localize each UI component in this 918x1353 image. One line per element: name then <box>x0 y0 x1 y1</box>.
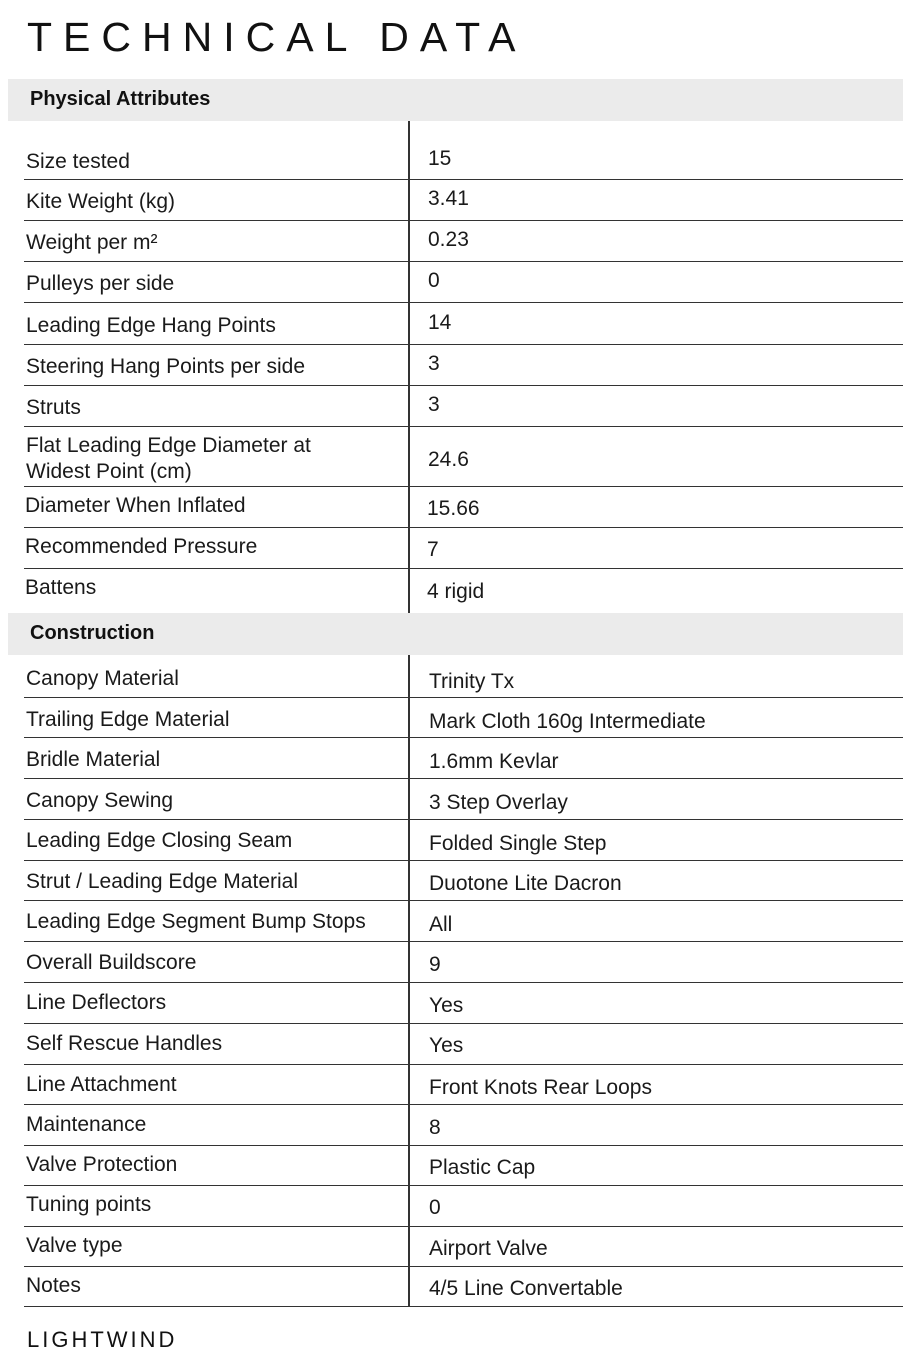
row-value: 14 <box>428 311 452 334</box>
row-label: Canopy Sewing <box>26 789 174 812</box>
row-value: 0.23 <box>428 228 469 251</box>
table-row <box>24 655 903 698</box>
row-label: Notes <box>26 1274 81 1297</box>
table-row <box>24 1105 903 1146</box>
row-label: Trailing Edge Material <box>26 708 230 731</box>
table-row <box>24 221 903 262</box>
footer-heading: LIGHTWIND <box>27 1327 178 1352</box>
row-label: Pulleys per side <box>26 272 175 295</box>
table-row <box>24 121 903 180</box>
row-value: Duotone Lite Dacron <box>429 872 622 895</box>
table-row <box>24 262 903 303</box>
table-row <box>24 528 903 569</box>
row-value: All <box>429 913 453 936</box>
row-value: Plastic Cap <box>429 1156 536 1179</box>
row-label: Valve Protection <box>26 1153 178 1176</box>
table-row <box>24 1024 903 1065</box>
table-row <box>24 180 903 221</box>
row-label: Leading Edge Closing Seam <box>26 829 293 852</box>
row-value: 24.6 <box>428 448 469 471</box>
table-row <box>24 861 903 901</box>
row-label: Overall Buildscore <box>26 951 197 974</box>
row-value: 7 <box>427 538 439 561</box>
row-label: Steering Hang Points per side <box>26 355 305 378</box>
row-label: Self Rescue Handles <box>26 1032 223 1055</box>
table-row <box>24 1267 903 1307</box>
row-label: Canopy Material <box>26 667 179 690</box>
row-label: Battens <box>25 576 97 599</box>
row-value: 4/5 Line Convertable <box>429 1277 623 1300</box>
row-value: 1.6mm Kevlar <box>429 750 559 773</box>
section-heading-construction: Construction <box>8 613 903 655</box>
table-row <box>24 569 903 613</box>
table-row <box>24 942 903 983</box>
table-row <box>24 1065 903 1105</box>
row-value: Trinity Tx <box>429 670 515 693</box>
row-label: Strut / Leading Edge Material <box>26 870 298 893</box>
row-value: 0 <box>428 269 440 292</box>
row-value: 3 <box>428 393 440 416</box>
page-title: TECHNICAL DATA <box>27 14 527 60</box>
row-value: 0 <box>429 1196 441 1219</box>
row-label: Line Attachment <box>26 1073 177 1096</box>
row-value: 8 <box>429 1116 441 1139</box>
row-label: Valve type <box>26 1234 123 1257</box>
row-value: 4 rigid <box>427 580 485 603</box>
row-label: Maintenance <box>26 1113 147 1136</box>
table-row <box>24 779 903 820</box>
row-value: Folded Single Step <box>429 832 607 855</box>
table-row <box>24 345 903 386</box>
row-label: Leading Edge Hang Points <box>26 314 276 337</box>
row-value: 9 <box>429 953 441 976</box>
row-label: Weight per m² <box>26 231 158 254</box>
table-row <box>24 983 903 1024</box>
table-row <box>24 1146 903 1186</box>
table-row <box>24 386 903 427</box>
row-value: Front Knots Rear Loops <box>429 1076 652 1099</box>
row-value: Yes <box>429 994 464 1017</box>
physical-attributes-table <box>24 121 903 613</box>
row-value: Mark Cloth 160g Intermediate <box>429 710 706 733</box>
table-row <box>24 303 903 345</box>
row-label: Recommended Pressure <box>25 535 258 558</box>
table-row <box>24 1186 903 1227</box>
table-row <box>24 698 903 738</box>
row-label: Leading Edge Segment Bump Stops <box>26 910 366 933</box>
row-value: 15 <box>428 147 452 170</box>
construction-table <box>24 655 903 1307</box>
row-label: Bridle Material <box>26 748 161 771</box>
row-label: Kite Weight (kg) <box>26 190 175 213</box>
row-value: 3.41 <box>428 187 469 210</box>
row-label: Struts <box>26 396 81 419</box>
row-label: Diameter When Inflated <box>25 494 246 517</box>
row-value: Airport Valve <box>429 1237 548 1260</box>
table-row <box>24 738 903 779</box>
row-label: Line Deflectors <box>26 991 167 1014</box>
section-heading-physical-attributes: Physical Attributes <box>8 79 903 121</box>
table-row <box>24 487 903 528</box>
table-row <box>24 901 903 942</box>
row-label: Size tested <box>26 150 130 173</box>
row-value: 15.66 <box>427 497 480 520</box>
table-row <box>24 820 903 861</box>
row-value: 3 <box>428 352 440 375</box>
row-label: Flat Leading Edge Diameter at Widest Point (cm) <box>26 434 311 483</box>
row-label: Tuning points <box>26 1193 152 1216</box>
table-row <box>24 1227 903 1267</box>
row-value: 3 Step Overlay <box>429 791 568 814</box>
row-value: Yes <box>429 1034 464 1057</box>
table-row <box>24 427 903 487</box>
